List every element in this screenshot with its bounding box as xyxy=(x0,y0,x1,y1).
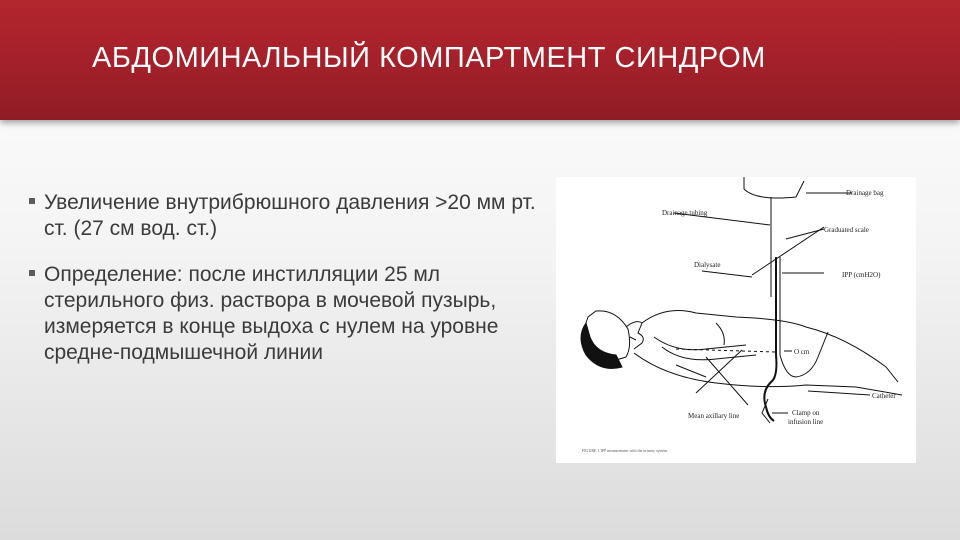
label-catheter: Catheter xyxy=(872,392,896,400)
ipp-measurement-figure xyxy=(556,177,916,463)
bullet-square-icon xyxy=(29,198,35,204)
bullet-item xyxy=(26,262,546,366)
label-ipp: IPP (cmH2O) xyxy=(842,271,881,279)
label-zero-cm: O cm xyxy=(794,348,810,356)
label-drainage-tubing: Drainage tubing xyxy=(662,209,708,217)
label-graduated-scale: Graduated scale xyxy=(824,226,869,234)
title-bar xyxy=(0,0,960,120)
bullet-item xyxy=(26,190,546,242)
bullet-text: Увеличение внутрибрюшного давления >20 мм рт. ст. (27 см вод. ст.) xyxy=(44,191,536,240)
label-clamp-line1: Clamp on xyxy=(792,409,820,417)
label-clamp-line2: infusion line xyxy=(788,418,824,426)
bullet-list xyxy=(26,190,546,386)
bullet-square-icon xyxy=(29,270,35,276)
patient-diagram-illustration xyxy=(556,177,916,463)
slide-title: АБДОМИНАЛЬНЫЙ КОМПАРТМЕНТ СИНДРОМ xyxy=(92,42,766,74)
bullet-text: Определение: после инстилляции 25 мл стерильного физ. раствора в мочевой пузырь, измеряется в конце выдоха с нулем на уровне средне-подмышечной линии xyxy=(44,263,499,364)
label-drainage-bag: Drainage bag xyxy=(846,189,884,197)
label-dialysate: Dialysate xyxy=(694,261,721,269)
figure-caption: FIGURE 1 IPP measurement with the urinary system. xyxy=(582,448,669,453)
label-mean-axillary-line: Mean axillary line xyxy=(688,412,740,420)
